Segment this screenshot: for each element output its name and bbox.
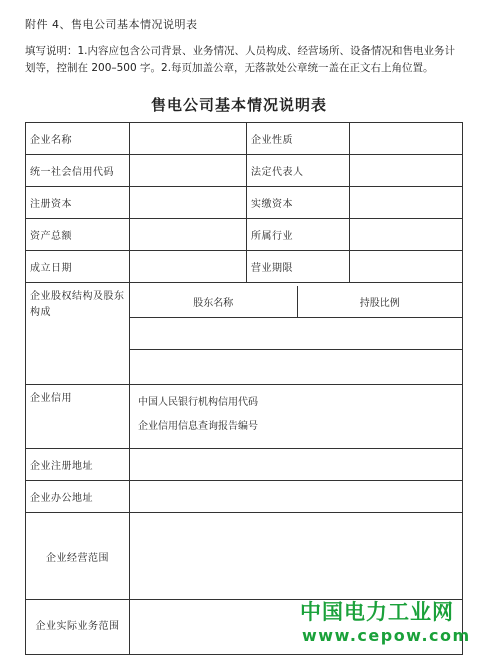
shareholder-row-1[interactable] xyxy=(130,318,462,350)
label-actual-scope: 企业实际业务范围 xyxy=(26,600,130,655)
label-paid-capital: 实缴资本 xyxy=(247,187,350,219)
value-office-address[interactable] xyxy=(130,481,463,513)
label-established-date: 成立日期 xyxy=(26,251,130,283)
label-credit: 企业信用 xyxy=(26,385,130,449)
label-business-term: 营业期限 xyxy=(247,251,350,283)
credit-report-label: 企业信用信息查询报告编号 xyxy=(138,421,258,432)
header-share-ratio: 持股比例 xyxy=(297,286,462,318)
table-row xyxy=(26,449,463,481)
table-row xyxy=(26,513,463,600)
label-registered-capital: 注册资本 xyxy=(26,187,130,219)
page-title: 售电公司基本情况说明表 xyxy=(150,96,327,114)
label-total-assets: 资产总额 xyxy=(26,219,130,251)
table-row xyxy=(26,481,463,513)
value-paid-capital[interactable] xyxy=(350,187,463,219)
label-industry: 所属行业 xyxy=(247,219,350,251)
watermark-name: 中国电力工业网 xyxy=(300,600,454,624)
label-legal-rep: 法定代表人 xyxy=(247,155,350,187)
table-row xyxy=(26,385,463,449)
value-registered-capital[interactable] xyxy=(130,187,247,219)
label-company-name: 企业名称 xyxy=(26,123,130,155)
table-row xyxy=(26,219,463,251)
attachment-label: 附件 4、售电公司基本情况说明表 xyxy=(25,18,198,31)
label-credit-code: 统一社会信用代码 xyxy=(26,155,130,187)
table-row xyxy=(26,283,463,385)
label-office-address: 企业办公地址 xyxy=(26,481,130,513)
value-legal-rep[interactable] xyxy=(350,155,463,187)
shareholder-subtable-cell xyxy=(130,283,463,385)
table-row xyxy=(26,155,463,187)
label-registered-address: 企业注册地址 xyxy=(26,449,130,481)
shareholder-subtable xyxy=(130,286,462,381)
label-shareholding: 企业股权结构及股东构成 xyxy=(26,283,130,385)
value-total-assets[interactable] xyxy=(130,219,247,251)
value-established-date[interactable] xyxy=(130,251,247,283)
label-company-nature: 企业性质 xyxy=(247,123,350,155)
table-row xyxy=(26,251,463,283)
table-row xyxy=(26,123,463,155)
value-credit-code[interactable] xyxy=(130,155,247,187)
value-industry[interactable] xyxy=(350,219,463,251)
value-business-scope[interactable] xyxy=(130,513,463,600)
value-registered-address[interactable] xyxy=(130,449,463,481)
header-shareholder-name: 股东名称 xyxy=(130,286,297,318)
shareholder-row-2[interactable] xyxy=(130,350,462,382)
label-business-scope: 企业经营范围 xyxy=(26,513,130,600)
fill-instructions: 填写说明：1.内容应包含公司背景、业务情况、人员构成、经营场所、设备情况和售电业务计划等，控制在 200–500 字。2.每页加盖公章，无落款处公章统一盖在正文右上角位置。 xyxy=(25,45,456,74)
value-company-name[interactable] xyxy=(130,123,247,155)
value-business-term[interactable] xyxy=(350,251,463,283)
value-company-nature[interactable] xyxy=(350,123,463,155)
company-info-table xyxy=(25,122,463,655)
credit-details[interactable] xyxy=(130,385,463,449)
watermark-url: www.cepow.com xyxy=(302,626,471,645)
pboc-code-label: 中国人民银行机构信用代码 xyxy=(138,397,258,408)
table-row xyxy=(26,187,463,219)
